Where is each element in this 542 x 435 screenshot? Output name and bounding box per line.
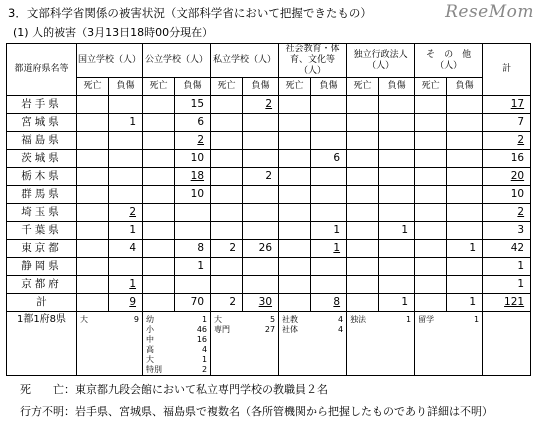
count-cell	[211, 96, 243, 114]
breakdown-social	[279, 312, 347, 376]
breakdown-private	[211, 312, 279, 376]
count-cell	[279, 168, 311, 186]
row-total: 2	[483, 132, 531, 150]
total-cell	[143, 294, 175, 312]
breakdown-label: 大	[146, 355, 155, 364]
count-cell	[109, 132, 143, 150]
header-prefecture: 都道府県名等	[7, 44, 77, 96]
header-agency: 独立行政法人（人）	[347, 44, 415, 78]
subheader-dead: 死亡	[211, 78, 243, 96]
header-national: 国立学校（人）	[77, 44, 143, 78]
count-cell	[415, 204, 447, 222]
table-row	[7, 204, 531, 222]
breakdown-value: 2	[201, 365, 208, 374]
count-cell	[243, 114, 279, 132]
count-cell	[211, 114, 243, 132]
breakdown-label: 専門	[214, 325, 231, 334]
table-row	[7, 276, 531, 294]
count-cell	[347, 222, 379, 240]
count-cell	[243, 186, 279, 204]
count-cell: 4	[109, 240, 143, 258]
subheader-dead: 死亡	[347, 78, 379, 96]
breakdown-label: 社体	[282, 325, 299, 334]
count-cell	[77, 258, 109, 276]
count-cell	[109, 258, 143, 276]
count-cell	[211, 150, 243, 168]
count-cell	[311, 114, 347, 132]
count-cell	[243, 132, 279, 150]
count-cell	[143, 258, 175, 276]
count-cell	[279, 150, 311, 168]
prefecture-name: 福島県	[7, 132, 77, 150]
count-cell	[447, 114, 483, 132]
breakdown-other	[415, 312, 483, 376]
count-cell	[415, 114, 447, 132]
breakdown-agency	[347, 312, 415, 376]
total-cell	[415, 294, 447, 312]
count-cell	[143, 96, 175, 114]
count-cell	[347, 276, 379, 294]
total-cell: 2	[211, 294, 243, 312]
count-cell	[143, 168, 175, 186]
count-cell	[243, 258, 279, 276]
count-cell	[175, 222, 211, 240]
total-cell	[279, 294, 311, 312]
count-cell	[447, 204, 483, 222]
row-total: 1	[483, 258, 531, 276]
total-cell: 30	[243, 294, 279, 312]
count-cell	[379, 258, 415, 276]
table-row	[7, 258, 531, 276]
count-cell	[347, 186, 379, 204]
count-cell: 2	[243, 96, 279, 114]
count-cell	[143, 204, 175, 222]
count-cell	[415, 186, 447, 204]
breakdown-label: 大	[80, 315, 88, 324]
count-cell	[77, 240, 109, 258]
row-total: 1	[483, 276, 531, 294]
total-label: 計	[7, 294, 77, 312]
count-cell	[77, 168, 109, 186]
breakdown-label: 社教	[282, 315, 299, 324]
prefecture-name: 埼玉県	[7, 204, 77, 222]
count-cell	[415, 240, 447, 258]
breakdown-value: 46	[196, 325, 208, 334]
header-other: そ の 他（人）	[415, 44, 483, 78]
section-subheading: (1) 人的被害（3月13日18時00分現在）	[13, 26, 214, 39]
total-cell: 70	[175, 294, 211, 312]
casualty-table	[6, 43, 531, 376]
count-cell: 1	[109, 114, 143, 132]
count-cell: 2	[243, 168, 279, 186]
count-cell	[175, 276, 211, 294]
breakdown-value: 1	[201, 315, 208, 324]
count-cell: 8	[175, 240, 211, 258]
subheader-dead: 死亡	[77, 78, 109, 96]
count-cell	[447, 258, 483, 276]
count-cell: 6	[311, 150, 347, 168]
count-cell	[447, 222, 483, 240]
count-cell	[109, 96, 143, 114]
subheader-dead: 死亡	[415, 78, 447, 96]
total-cell	[347, 294, 379, 312]
table-row	[7, 150, 531, 168]
count-cell	[415, 258, 447, 276]
prefecture-summary: 1都1府8県	[7, 312, 77, 376]
prefecture-name: 静岡県	[7, 258, 77, 276]
grand-total: 121	[483, 294, 531, 312]
count-cell	[77, 114, 109, 132]
count-cell	[279, 114, 311, 132]
count-cell	[347, 96, 379, 114]
count-cell	[175, 204, 211, 222]
count-cell	[143, 222, 175, 240]
count-cell	[447, 276, 483, 294]
prefecture-name: 栃木県	[7, 168, 77, 186]
count-cell: 2	[175, 132, 211, 150]
row-total: 2	[483, 204, 531, 222]
count-cell	[379, 132, 415, 150]
breakdown-label: 大	[214, 315, 223, 324]
count-cell	[279, 240, 311, 258]
breakdown-value: 1	[474, 315, 480, 324]
count-cell: 1	[379, 222, 415, 240]
count-cell	[347, 132, 379, 150]
count-cell: 1	[109, 222, 143, 240]
row-total: 7	[483, 114, 531, 132]
count-cell	[279, 276, 311, 294]
subheader-injured: 負傷	[447, 78, 483, 96]
row-total: 17	[483, 96, 531, 114]
note-missing: 行方不明：岩手県、宮城県、福島県で複数名（各所管機関から把握したものであり詳細は不明）	[20, 405, 493, 418]
total-cell: 9	[109, 294, 143, 312]
subheader-dead: 死亡	[143, 78, 175, 96]
count-cell	[415, 276, 447, 294]
breakdown-total-empty	[483, 312, 531, 376]
count-cell	[211, 276, 243, 294]
count-cell	[77, 150, 109, 168]
count-cell	[279, 132, 311, 150]
count-cell	[143, 114, 175, 132]
breakdown-value: 27	[264, 325, 276, 334]
count-cell	[347, 240, 379, 258]
count-cell	[243, 276, 279, 294]
count-cell	[415, 150, 447, 168]
count-cell: 1	[175, 258, 211, 276]
count-cell: 18	[175, 168, 211, 186]
subheader-injured: 負傷	[243, 78, 279, 96]
count-cell	[379, 186, 415, 204]
prefecture-name: 宮城県	[7, 114, 77, 132]
breakdown-value: 4	[337, 325, 344, 334]
breakdown-label: 中	[146, 335, 155, 344]
count-cell: 15	[175, 96, 211, 114]
count-cell	[143, 276, 175, 294]
count-cell	[311, 276, 347, 294]
count-cell	[415, 222, 447, 240]
header-private: 私立学校（人）	[211, 44, 279, 78]
breakdown-national	[77, 312, 143, 376]
total-cell: 1	[379, 294, 415, 312]
count-cell: 2	[109, 204, 143, 222]
page-heading: 3．文部科学省関係の被害状況（文部科学省において把握できたもの）	[8, 6, 372, 20]
count-cell	[279, 204, 311, 222]
count-cell	[347, 204, 379, 222]
total-row	[7, 294, 531, 312]
table-row	[7, 240, 531, 258]
count-cell	[77, 204, 109, 222]
subheader-injured: 負傷	[311, 78, 347, 96]
prefecture-name: 岩手県	[7, 96, 77, 114]
row-total: 16	[483, 150, 531, 168]
count-cell	[311, 132, 347, 150]
count-cell	[379, 204, 415, 222]
table-row	[7, 96, 531, 114]
breakdown-value: 4	[337, 315, 344, 324]
subheader-injured: 負傷	[379, 78, 415, 96]
count-cell	[447, 96, 483, 114]
breakdown-value: 9	[133, 315, 140, 324]
breakdown-label: 特別	[146, 365, 163, 374]
header-social: 社会教育・体育、文化等（人）	[279, 44, 347, 78]
breakdown-label: 高	[146, 345, 155, 354]
count-cell: 1	[311, 240, 347, 258]
prefecture-name: 東京都	[7, 240, 77, 258]
header-total: 計	[483, 44, 531, 96]
row-total: 20	[483, 168, 531, 186]
count-cell	[379, 240, 415, 258]
count-cell	[77, 276, 109, 294]
count-cell	[279, 258, 311, 276]
count-cell: 1	[311, 222, 347, 240]
count-cell	[379, 276, 415, 294]
count-cell	[311, 186, 347, 204]
count-cell	[311, 96, 347, 114]
count-cell	[311, 168, 347, 186]
count-cell: 10	[175, 150, 211, 168]
count-cell	[379, 114, 415, 132]
count-cell	[415, 168, 447, 186]
prefecture-name: 千葉県	[7, 222, 77, 240]
total-cell: 1	[447, 294, 483, 312]
count-cell	[347, 258, 379, 276]
table-row	[7, 222, 531, 240]
breakdown-public	[143, 312, 211, 376]
count-cell	[211, 132, 243, 150]
row-total: 3	[483, 222, 531, 240]
breakdown-value: 1	[405, 315, 412, 324]
count-cell	[347, 150, 379, 168]
count-cell	[143, 132, 175, 150]
count-cell	[211, 168, 243, 186]
table-row	[7, 132, 531, 150]
count-cell	[77, 132, 109, 150]
breakdown-value: 5	[269, 315, 276, 324]
count-cell	[109, 150, 143, 168]
resemom-logo: ReseMom	[445, 2, 534, 22]
count-cell	[211, 186, 243, 204]
count-cell: 26	[243, 240, 279, 258]
count-cell	[77, 96, 109, 114]
count-cell: 1	[447, 240, 483, 258]
count-cell	[447, 186, 483, 204]
row-total: 42	[483, 240, 531, 258]
count-cell: 2	[211, 240, 243, 258]
breakdown-value: 4	[201, 345, 208, 354]
prefecture-name: 京都府	[7, 276, 77, 294]
count-cell	[77, 222, 109, 240]
count-cell	[279, 96, 311, 114]
total-cell	[77, 294, 109, 312]
table-row	[7, 168, 531, 186]
count-cell	[243, 222, 279, 240]
count-cell	[243, 150, 279, 168]
count-cell	[109, 186, 143, 204]
breakdown-row	[7, 312, 531, 376]
count-cell	[415, 132, 447, 150]
count-cell	[211, 222, 243, 240]
count-cell	[347, 168, 379, 186]
subheader-injured: 負傷	[175, 78, 211, 96]
count-cell	[347, 114, 379, 132]
count-cell	[77, 186, 109, 204]
count-cell	[447, 132, 483, 150]
note-dead: 死 亡：東京都九段会館において私立専門学校の教職員２名	[20, 383, 328, 396]
count-cell	[143, 186, 175, 204]
breakdown-label: 留学	[418, 315, 435, 324]
count-cell: 1	[109, 276, 143, 294]
count-cell	[311, 258, 347, 276]
count-cell	[379, 96, 415, 114]
breakdown-label: 独法	[350, 315, 367, 324]
subheader-injured: 負傷	[109, 78, 143, 96]
count-cell	[243, 204, 279, 222]
count-cell: 6	[175, 114, 211, 132]
breakdown-label: 幼	[146, 315, 155, 324]
count-cell	[143, 240, 175, 258]
count-cell	[211, 258, 243, 276]
breakdown-value: 16	[196, 335, 208, 344]
prefecture-name: 群馬県	[7, 186, 77, 204]
count-cell	[447, 150, 483, 168]
count-cell	[379, 168, 415, 186]
count-cell: 10	[175, 186, 211, 204]
prefecture-name: 茨城県	[7, 150, 77, 168]
total-cell: 8	[311, 294, 347, 312]
count-cell	[211, 204, 243, 222]
count-cell	[415, 96, 447, 114]
count-cell	[279, 186, 311, 204]
row-total: 10	[483, 186, 531, 204]
count-cell	[109, 168, 143, 186]
header-public: 公立学校（人）	[143, 44, 211, 78]
count-cell	[379, 150, 415, 168]
breakdown-label: 小	[146, 325, 155, 334]
count-cell	[143, 150, 175, 168]
count-cell	[311, 204, 347, 222]
count-cell	[279, 222, 311, 240]
count-cell	[447, 168, 483, 186]
breakdown-value: 1	[201, 355, 208, 364]
table-row	[7, 114, 531, 132]
subheader-dead: 死亡	[279, 78, 311, 96]
table-row	[7, 186, 531, 204]
